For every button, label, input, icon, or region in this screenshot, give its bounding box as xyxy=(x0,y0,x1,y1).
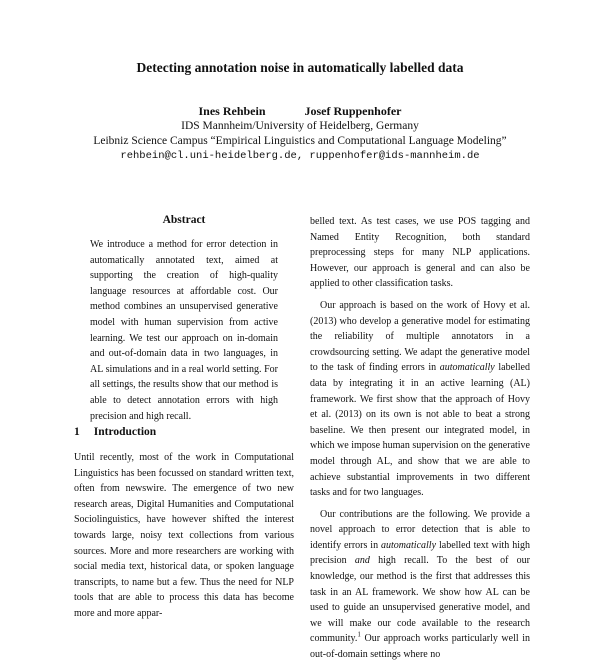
author-list xyxy=(0,104,600,119)
abstract-heading: Abstract xyxy=(162,214,206,226)
section-number: 1 xyxy=(74,426,80,438)
affiliation-line: Leibniz Science Campus “Empirical Linguistics and Computational Language Modeling” xyxy=(93,135,507,147)
right-column xyxy=(310,214,530,663)
author-name: Ines Rehbein xyxy=(198,104,266,118)
author-emails: rehbein@cl.uni-heidelberg.de, ruppenhofer@ids-mannheim.de xyxy=(120,150,480,162)
abstract-body xyxy=(90,237,278,424)
affiliation-line: IDS Mannheim/University of Heidelberg, Germany xyxy=(181,120,419,132)
body-paragraph: Our contributions are the following. We provide a novel approach to error detection that is able to identify errors in automatically labelled text with high precision and high recall. To the best of our knowledge, our method is the first that addresses this task in an AL framework. We show how AL can be used to guide an unsupervised generative model, and we will make our code available to the research community.$^1$ Our approach works particularly well in out-of-domain settings where no xyxy=(310,508,531,661)
section-heading xyxy=(74,426,156,438)
author-name: Josef Ruppenhofer xyxy=(304,104,402,118)
abstract-paragraph: We introduce a method for error detection in automatically annotated text, aimed at supporting the creation of high-quality language resources at affordable cost. Our method combines an unsupervised generative model with human supervision from active learning. We test our approach on in-domain and out-of-domain data in two languages, in AL simulations and in a real world setting. For all settings, the results show that our method is able to detect annotation errors with high precision and high recall. xyxy=(90,239,278,422)
section-title: Introduction xyxy=(93,426,157,438)
intro-paragraph: Until recently, most of the work in Computational Linguistics has been focussed on standard written text, often from newswire. The emergence of two new research areas, Digital Humanities and Computational Sociolinguistics, have however shifted the interest towards large, noisy text collections from various sources. More and more researchers are working with social media text, historical data, or spoken language transcripts, to name but a few. Thus the need for NLP tools that are able to process this data has become more and more appar- xyxy=(74,452,294,619)
body-paragraph: Our approach is based on the work of Hovy et al. (2013) who develop a generative model for estimating the reliability of multiple annotators in a crowdsourcing setting. We adapt the generative model to the task of finding errors in automatically labelled data by integrating it in an active learning (AL) framework. We first show that the approach of Hovy et al. (2013) on its own is not able to beat a strong baseline. We then present our integrated model, in which we impose human supervision on the generative model through AL, and show that we are able to achieve substantial improvements in two different tasks and for two languages. xyxy=(310,299,530,499)
intro-body xyxy=(74,450,294,622)
paper-title: Detecting annotation noise in automatically labelled data xyxy=(136,60,464,75)
body-paragraph: belled text. As test cases, we use POS tagging and Named Entity Recognition, both standard preprocessing steps for many NLP applications. However, our approach is general and can also be applied to other classification tasks. xyxy=(310,216,530,290)
footnote-marker[interactable]: 1 xyxy=(357,631,361,640)
